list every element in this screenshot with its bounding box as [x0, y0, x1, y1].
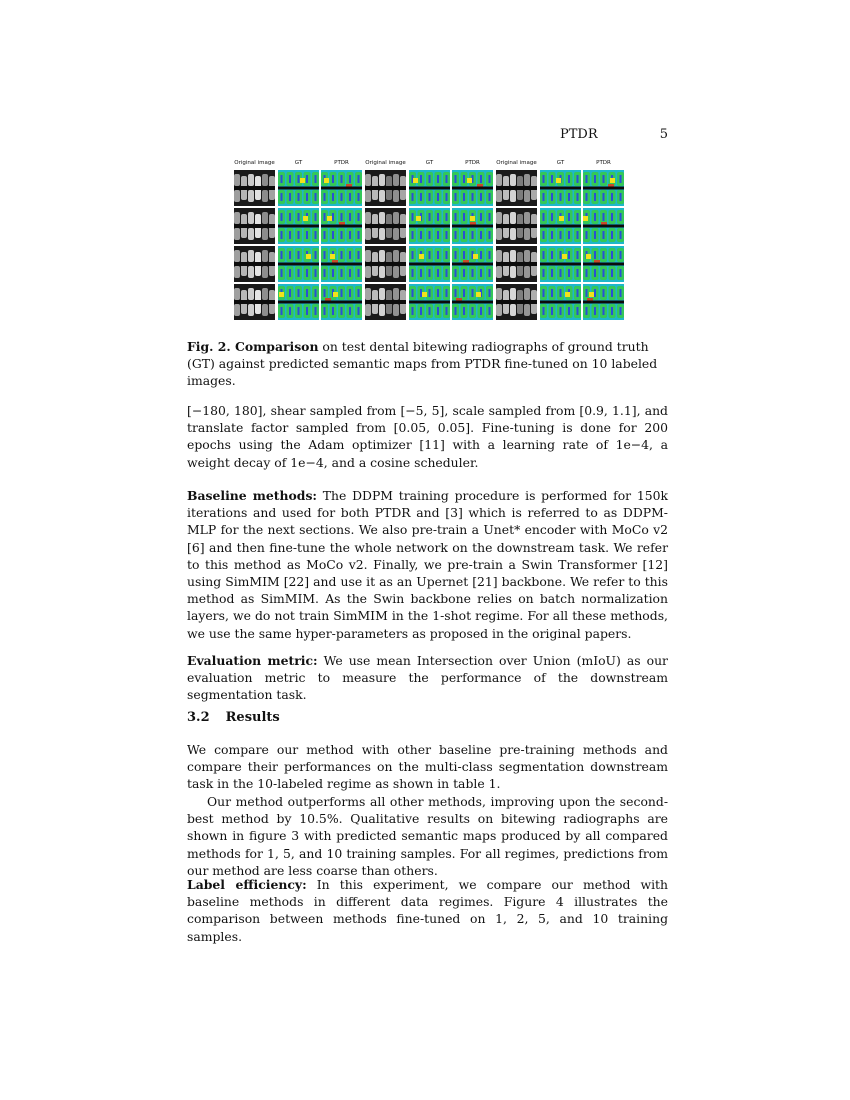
running-title: PTDR	[560, 127, 598, 142]
radiograph-image	[234, 170, 275, 206]
radiograph-image	[234, 208, 275, 244]
radiograph-image	[365, 284, 406, 320]
predicted-map	[583, 284, 624, 320]
ground-truth-map	[278, 246, 319, 282]
predicted-map	[452, 170, 493, 206]
predicted-map	[321, 284, 362, 320]
column-label: Original image	[365, 160, 406, 166]
results-paragraph-1: We compare our method with other baseline pre-training methods and compare their performances on the multi-class segmentation downstream task in the 10-labeled regime as shown in table 1.	[187, 742, 668, 792]
ground-truth-map	[278, 170, 319, 206]
column-label: GT	[294, 160, 303, 166]
figure-panel	[496, 158, 622, 321]
ground-truth-map	[540, 284, 581, 320]
section-number: 3.2	[187, 710, 210, 725]
radiograph-image	[365, 170, 406, 206]
column-label: PTDR	[465, 160, 480, 166]
ground-truth-map	[409, 284, 450, 320]
baseline-label: Baseline methods:	[187, 488, 317, 503]
radiograph-image	[234, 246, 275, 282]
radiograph-image	[365, 246, 406, 282]
caption-label: Fig. 2. Comparison	[187, 339, 319, 354]
radiograph-image	[496, 170, 537, 206]
radiograph-image	[496, 246, 537, 282]
radiograph-image	[496, 284, 537, 320]
predicted-map	[321, 170, 362, 206]
ground-truth-map	[409, 170, 450, 206]
column-label: Original image	[496, 160, 537, 166]
section-title: Results	[225, 710, 280, 725]
baseline-paragraph	[187, 487, 668, 642]
radiograph-image	[365, 208, 406, 244]
evaluation-label: Evaluation metric:	[187, 653, 318, 668]
ground-truth-map	[540, 246, 581, 282]
predicted-map	[583, 208, 624, 244]
column-label: GT	[425, 160, 434, 166]
predicted-map	[452, 284, 493, 320]
predicted-map	[583, 170, 624, 206]
column-label: Original image	[234, 160, 275, 166]
predicted-map	[321, 246, 362, 282]
radiograph-image	[234, 284, 275, 320]
radiograph-image	[496, 208, 537, 244]
column-label: PTDR	[334, 160, 349, 166]
label-efficiency-paragraph	[187, 876, 668, 945]
evaluation-text: We use mean Intersection over Union (mIoU) as our evaluation metric to measure the performance of the downstream segmentation task.	[187, 653, 668, 703]
ground-truth-map	[278, 208, 319, 244]
label-efficiency-label: Label efficiency:	[187, 877, 307, 892]
ground-truth-map	[409, 246, 450, 282]
figure-caption	[187, 338, 668, 389]
predicted-map	[452, 246, 493, 282]
page-number: 5	[659, 127, 668, 142]
results-paragraph-2: Our method outperforms all other methods, improving upon the second-best method by 10.5%. Qualitative results on bitewing radiographs are shown in figure 3 with predicted semantic maps produced by all compared methods for 1, 5, and 10 training samples. For all regimes, predictions from our method are less coarse than others.	[187, 794, 668, 878]
running-head	[560, 127, 668, 142]
ground-truth-map	[409, 208, 450, 244]
predicted-map	[452, 208, 493, 244]
column-labels	[365, 158, 491, 170]
column-labels	[496, 158, 622, 170]
predicted-map	[321, 208, 362, 244]
column-label: GT	[556, 160, 565, 166]
augmentation-paragraph: [−180, 180], shear sampled from [−5, 5], scale sampled from [0.9, 1.1], and translate factor sampled from [0.05, 0.05]. Fine-tuning is done for 200 epochs using the Adam optimizer [11] with a learning rate of 1e−4, a weight decay of 1e−4, and a cosine scheduler.	[187, 403, 668, 470]
column-labels	[234, 158, 360, 170]
caption-text: on test dental bitewing radiographs of ground truth (GT) against predicted semantic maps from PTDR fine-tuned on 10 labeled images.	[187, 339, 658, 388]
evaluation-paragraph	[187, 652, 668, 704]
column-label: PTDR	[596, 160, 611, 166]
ground-truth-map	[540, 208, 581, 244]
figure-2	[234, 158, 622, 321]
label-efficiency-text: In this experiment, we compare our method with baseline methods in different data regimes. Figure 4 illustrates the comparison between methods fine-tuned on 1, 2, 5, and 10 training samples.	[187, 877, 668, 944]
figure-panel	[234, 158, 360, 321]
section-heading	[187, 710, 280, 725]
ground-truth-map	[278, 284, 319, 320]
predicted-map	[583, 246, 624, 282]
baseline-text: The DDPM training procedure is performed for 150k iterations and used for both PTDR and [3] which is referred to as DDPM-MLP for the next sections. We also pre-train a Unet* encoder with MoCo v2 [6] and then fine-tune the whole network on the downstream task. We refer to this method as MoCo v2. Finally, we pre-train a Swin Transformer [12] using SimMIM [22] and use it as an Upernet [21] backbone. We refer to this method as SimMIM. As the Swin backbone relies on batch normalization layers, we do not train SimMIM in the 1-shot regime. For all these methods, we use the same hyper-parameters as proposed in the original papers.	[187, 488, 668, 641]
ground-truth-map	[540, 170, 581, 206]
figure-panel	[365, 158, 491, 321]
